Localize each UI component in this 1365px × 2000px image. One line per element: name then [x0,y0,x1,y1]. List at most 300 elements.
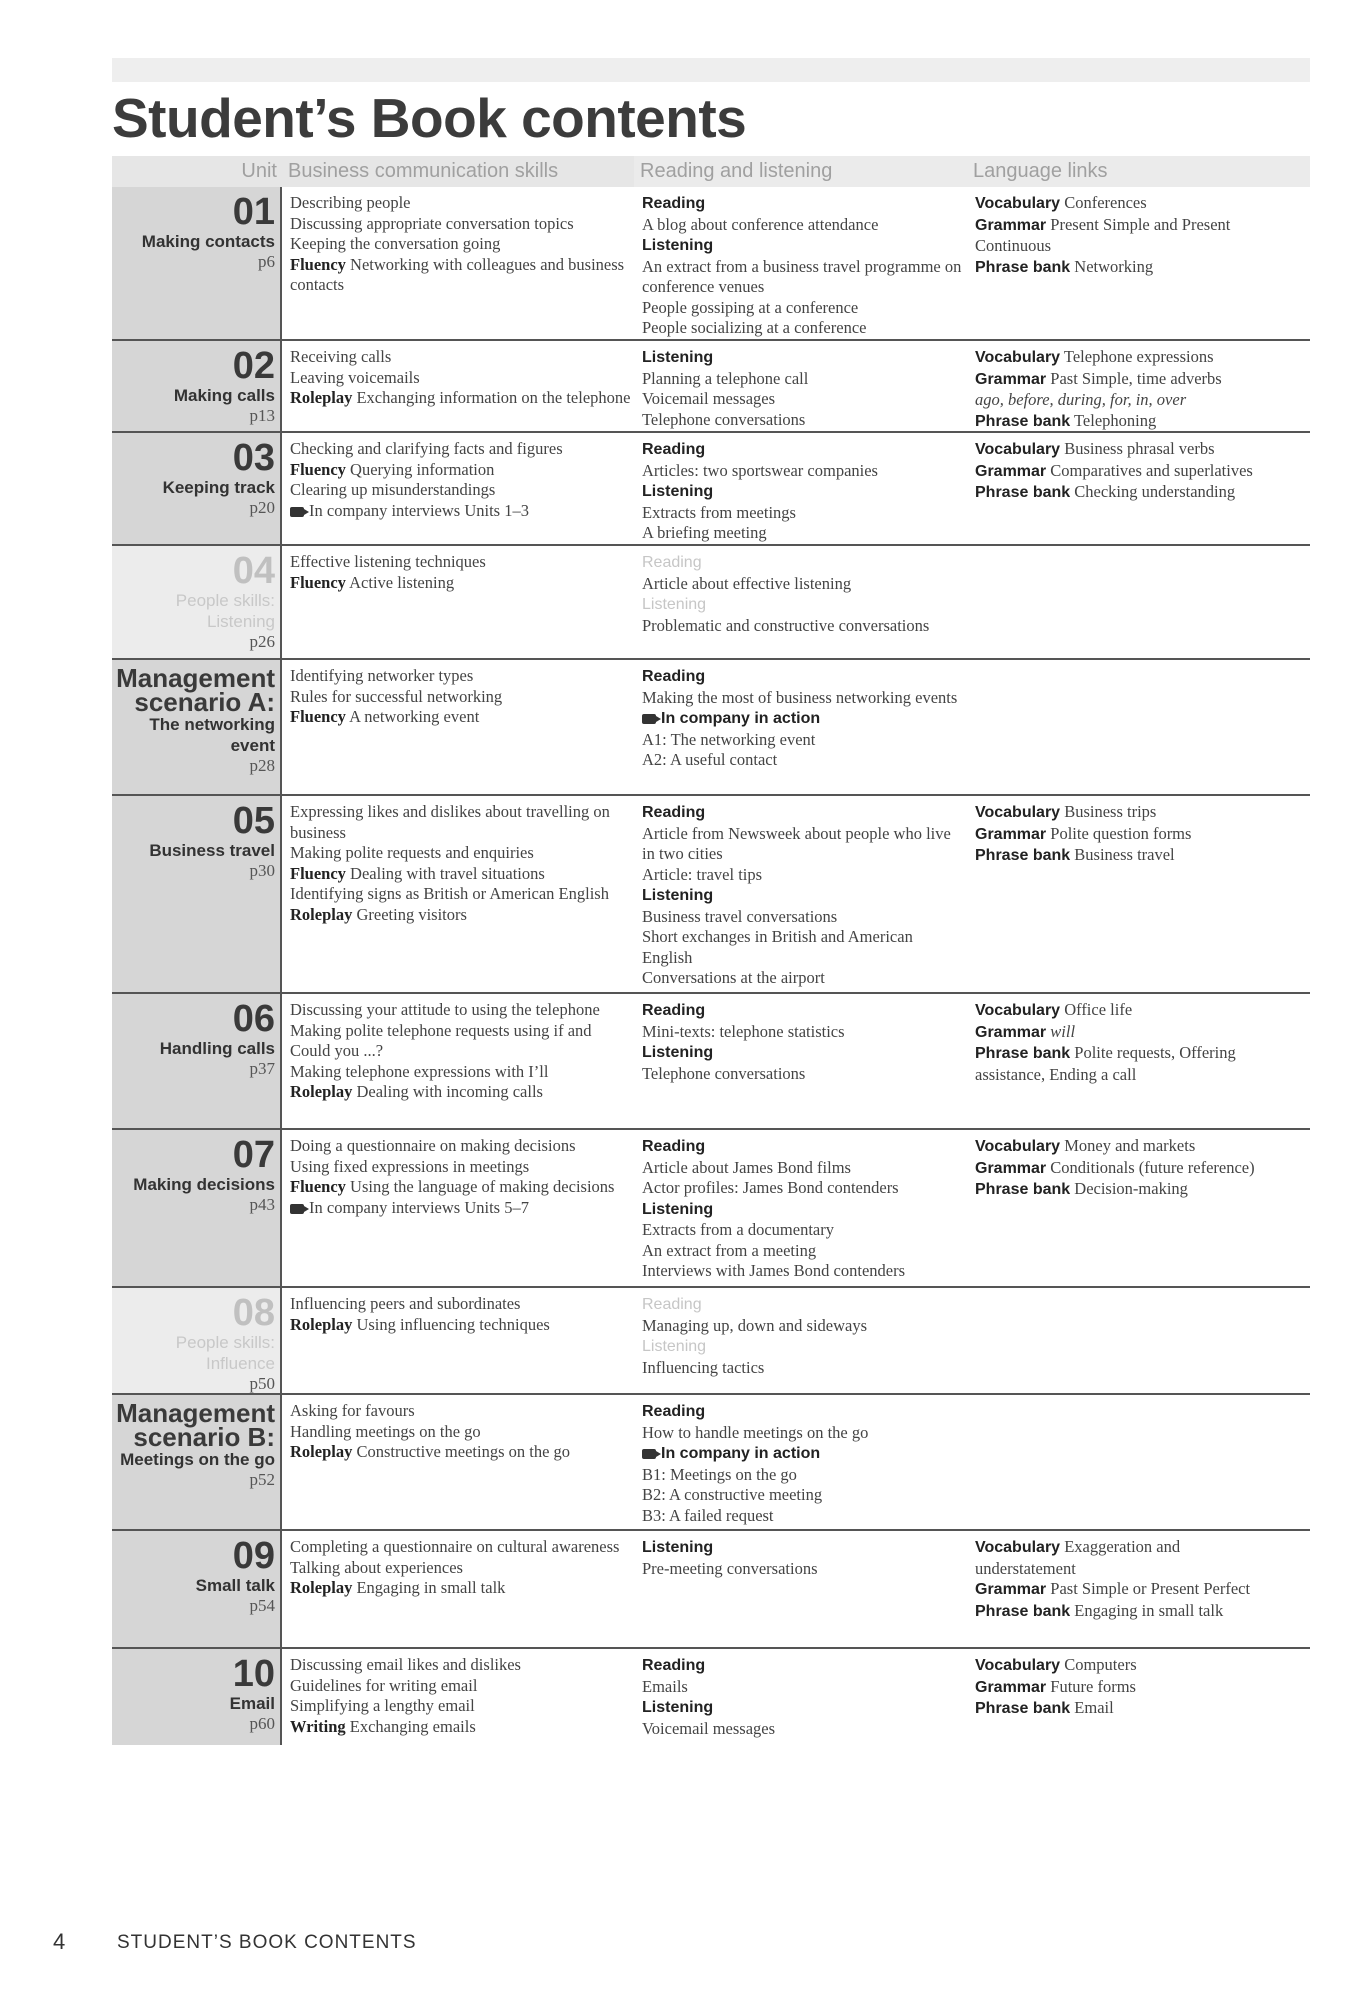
entry-text: Computers [1064,1655,1137,1674]
unit-row [112,796,1310,994]
entry-text: Comparatives and superlatives [1050,460,1253,480]
entry-heading: Listening [642,1044,714,1061]
reading-listening-cell [642,660,967,771]
entry-line [642,1677,967,1698]
entry-text: B2: A constructive meeting [642,1485,823,1504]
entry-text: Discussing email likes and dislikes [290,1655,521,1674]
unit-page: p28 [249,756,275,775]
entry-text: Constructive meetings on the go [356,1442,571,1461]
entry-line [642,865,967,886]
entry-heading: Grammar [975,1023,1047,1041]
entry-heading: Listening [642,1338,707,1355]
unit-name: Handling calls [159,1039,275,1058]
entry-line [642,708,967,730]
entry-line [290,1021,632,1062]
table-header [112,156,1310,187]
entry-line [290,552,632,573]
entry-line [642,1261,967,1282]
entry-text: Actor profiles: James Bond contenders [642,1178,899,1197]
unit-row [112,1288,1310,1395]
entry-heading: Reading [642,554,702,571]
entry-line [290,707,632,728]
unit-name: Keeping track [162,478,275,497]
entry-line [642,907,967,928]
entry-text: Telephone conversations [642,1063,806,1083]
entry-text: Dealing with incoming calls [356,1082,543,1101]
entry-heading: Listening [642,1200,714,1218]
entry-line [290,1000,632,1021]
entry-line [975,1698,1275,1720]
entry-heading: Listening [642,483,714,500]
entry-line [642,1401,967,1423]
entry-heading: Vocabulary [975,1539,1061,1556]
unit-row [112,1130,1310,1288]
unit-number: Management scenario B: [116,1398,275,1452]
entry-line [642,1064,967,1085]
unit-page: p52 [249,1470,275,1489]
entry-line [642,1022,967,1043]
language-links-cell [975,1130,1275,1201]
entry-line [975,1179,1275,1201]
entry-line [642,461,967,482]
unit-name: Making calls [173,386,275,405]
entry-text: Business phrasal verbs [1064,439,1215,458]
unit-cell [112,1649,282,1745]
entry-line [642,885,967,907]
unit-cell [112,341,282,431]
unit-page: p60 [249,1714,275,1733]
business-skills-cell [290,796,632,925]
unit-name: The networking event [149,715,275,755]
entry-line [975,1579,1275,1601]
entry-text: Simplifying a lengthy email [290,1696,475,1715]
entry-text: Article about James Bond films [642,1157,851,1177]
unit-cell [112,187,282,339]
unit-name: Small talk [195,1576,275,1595]
entry-line [975,1022,1275,1044]
entry-line [642,257,967,298]
entry-keyword: Roleplay [290,1578,353,1597]
unit-page: p50 [249,1374,275,1393]
entry-keyword: Roleplay [290,1442,353,1461]
entry-text: Influencing peers and subordinates [290,1294,521,1313]
entry-text: Discussing appropriate conversation topics [290,213,574,233]
unit-name: Business travel [149,841,275,860]
entry-text: Email [1074,1698,1114,1717]
entry-text: A briefing meeting [642,523,767,542]
entry-line [290,1062,632,1083]
entry-heading: Reading [642,1002,706,1019]
entry-heading: Phrase bank [975,1045,1071,1062]
language-links-cell [975,660,1275,666]
unit-name: Making contacts [141,232,275,251]
entry-text: People socializing at a conference [642,318,867,337]
language-links-cell [975,1531,1275,1622]
entry-line [290,1537,632,1558]
reading-listening-cell [642,187,967,339]
entry-heading: Phrase bank [975,412,1071,430]
business-skills-cell [290,1130,632,1218]
entry-heading: Vocabulary [975,1002,1061,1019]
entry-text: Conversations at the airport [642,968,825,987]
entry-text: Describing people [290,193,411,212]
entry-text: Planning a telephone call [642,368,809,388]
unit-page: p43 [249,1195,275,1214]
entry-line [290,388,632,409]
entry-line [975,439,1275,461]
entry-text: Greeting visitors [356,904,467,924]
unit-cell [112,1288,282,1393]
entry-line [642,968,967,989]
entry-line [642,347,967,369]
unit-row [112,1649,1310,1745]
entry-heading: Grammar [975,216,1047,234]
entry-text: Past Simple or Present Perfect [1050,1579,1251,1598]
entry-line [975,347,1275,369]
entry-line [290,1442,632,1463]
entry-line [975,1043,1275,1085]
entry-line [290,1082,632,1103]
unit-number: 02 [232,345,275,387]
header-language-links: Language links [967,156,1310,187]
entry-line [642,1042,967,1064]
entry-text: Checking and clarifying facts and figures [290,439,563,458]
entry-text: will [1050,1021,1076,1041]
entry-text: Articles: two sportswear companies [642,460,878,480]
entry-line [642,688,967,709]
entry-keyword: Fluency [290,1177,346,1196]
unit-row [112,1531,1310,1649]
entry-text: Extracts from meetings [642,502,796,522]
unit-number: 03 [232,437,275,479]
entry-text: Article from Newsweek about people who live in two cities [642,823,951,863]
entry-heading: Grammar [975,1678,1047,1696]
entry-heading: Phrase bank [975,1700,1071,1717]
entry-line [642,1000,967,1022]
entry-line [290,1696,632,1717]
entry-text: An extract from a business travel programme on conference venues [642,256,962,296]
entry-text: Problematic and constructive conversations [642,615,930,635]
entry-line [642,1485,967,1506]
page-title: Student’s Book contents [112,87,747,149]
entry-text: Expressing likes and dislikes about travelling on business [290,802,610,842]
entry-line [290,864,632,885]
reading-listening-cell [642,1531,967,1579]
footer-label: STUDENT’S BOOK CONTENTS [117,1932,417,1953]
entry-text: Using influencing techniques [356,1314,550,1334]
entry-line [642,1358,967,1379]
entry-heading: Reading [642,195,706,212]
entry-heading: Vocabulary [975,441,1061,458]
business-skills-cell [290,1395,632,1463]
business-skills-cell [290,341,632,409]
unit-cell [112,1395,282,1529]
entry-heading: Phrase bank [975,1602,1071,1620]
entry-line [642,215,967,236]
unit-cell [112,1531,282,1647]
entry-line [642,666,967,688]
unit-name: Email [229,1694,275,1713]
entry-line [975,802,1275,824]
unit-page: p30 [249,861,275,880]
entry-heading: Listening [642,596,707,613]
language-links-cell [975,433,1275,504]
entry-text: An extract from a meeting [642,1240,817,1260]
unit-name: People skills: Influence [175,1333,275,1373]
entry-line [642,1423,967,1444]
entry-text: In company interviews Units 5–7 [309,1197,529,1217]
entry-line [975,482,1275,504]
entry-heading: Reading [642,1296,702,1313]
entry-text: Engaging in small talk [356,1578,506,1597]
unit-number: 05 [232,800,275,842]
entry-text: Present Simple and Present Continuous [975,214,1231,255]
entry-line [290,1136,632,1157]
reading-listening-cell [642,796,967,989]
entry-text: Mini-texts: telephone statistics [642,1021,845,1041]
entry-heading: Grammar [975,825,1047,843]
entry-line [975,257,1275,279]
entry-text: Making telephone expressions with I’ll [290,1061,549,1081]
entry-text: Querying information [350,459,495,479]
entry-line [642,574,967,595]
entry-line [290,905,632,926]
entry-line [975,1000,1275,1022]
unit-cell [112,994,282,1128]
top-band [112,58,1310,82]
entry-text: Business travel [1074,845,1175,864]
entry-text: Identifying networker types [290,666,474,685]
entry-text: Telephone conversations [642,409,806,429]
unit-page: p6 [258,252,275,271]
entry-line [642,1443,967,1465]
reading-listening-cell [642,433,967,544]
entry-line [290,843,632,864]
entry-heading: Reading [642,1403,706,1420]
business-skills-cell [290,660,632,728]
unit-number: 07 [232,1134,275,1176]
unit-row [112,994,1310,1130]
entry-text: Managing up, down and sideways [642,1315,868,1335]
entry-text: Completing a questionnaire on cultural awareness [290,1537,620,1556]
entry-text: Active listening [349,572,455,592]
entry-keyword: Fluency [290,863,346,883]
unit-number: 08 [232,1292,275,1334]
entry-text: Dealing with travel situations [350,863,545,883]
entry-line [642,1136,967,1158]
entry-text: Telephone expressions [1063,347,1214,366]
entry-text: Talking about experiences [290,1557,463,1577]
reading-listening-cell [642,341,967,430]
unit-row [112,187,1310,341]
entry-text: Conferences [1064,193,1147,212]
entry-line [642,824,967,865]
language-links-cell [975,1288,1275,1294]
entry-text: Making polite telephone requests using if and Could you ...? [290,1020,592,1060]
entry-line [642,503,967,524]
unit-number: 09 [232,1535,275,1577]
entry-line [290,687,632,708]
entry-line [642,802,967,824]
entry-line [290,1422,632,1443]
entry-heading: Reading [642,1138,706,1155]
entry-text: Asking for favours [290,1401,415,1420]
entry-text: A blog about conference attendance [642,214,879,234]
entry-text: Short exchanges in British and American English [642,927,913,967]
entry-line [642,523,967,544]
entry-heading: Phrase bank [975,847,1071,864]
unit-row [112,1395,1310,1531]
entry-line [642,439,967,461]
unit-row [112,341,1310,433]
entry-line [642,1559,967,1580]
entry-line [642,1199,967,1221]
entry-heading: Reading [642,668,706,685]
entry-keyword: Roleplay [290,1082,353,1101]
entry-text: Future forms [1050,1676,1136,1696]
unit-number: 04 [232,550,275,592]
entry-line [642,927,967,968]
business-skills-cell [290,433,632,521]
entry-text: A networking event [349,707,480,726]
entry-line [642,235,967,257]
reading-listening-cell [642,1649,967,1739]
entry-text: People gossiping at a conference [642,297,859,317]
unit-cell [112,660,282,794]
unit-page: p20 [249,498,275,517]
business-skills-cell [290,546,632,593]
entry-heading: Grammar [975,370,1047,388]
entry-keyword: Fluency [290,254,346,274]
page-number: 4 [53,1929,66,1954]
entry-line [975,1655,1275,1677]
entry-heading: Listening [642,1539,714,1556]
unit-page: p37 [249,1059,275,1078]
entry-text: Networking [1074,256,1154,276]
entry-text: Handling meetings on the go [290,1421,481,1441]
entry-heading: Phrase bank [975,258,1071,276]
entry-keyword: Writing [290,1716,346,1736]
entry-heading: Reading [642,441,706,458]
unit-page: p13 [249,406,275,425]
header-unit: Unit [112,156,282,187]
entry-text: Article: travel tips [642,864,763,884]
entry-text: Business travel conversations [642,906,838,926]
entry-text: Decision-making [1074,1179,1188,1198]
entry-text: Exchanging information on the telephone [356,388,631,407]
business-skills-cell [290,1288,632,1335]
entry-heading: Reading [642,804,706,821]
entry-line [290,1157,632,1178]
entry-text: Influencing tactics [642,1357,765,1377]
entry-heading: Vocabulary [975,1138,1061,1155]
entry-text: Clearing up misunderstandings [290,480,496,499]
entry-text: Office life [1064,1000,1133,1019]
business-skills-cell [290,1531,632,1599]
video-icon [642,714,656,724]
entry-text: Effective listening techniques [290,552,486,571]
entry-line [290,347,632,368]
language-links-cell [975,546,1275,552]
entry-text: Extracts from a documentary [642,1220,834,1239]
entry-text: Exaggeration and understatement [975,1537,1181,1578]
entry-line [642,193,967,215]
entry-heading: Grammar [975,1159,1047,1177]
entry-text: Engaging in small talk [1074,1600,1224,1620]
unit-name: Meetings on the go [120,1450,275,1469]
entry-keyword: Roleplay [290,388,353,407]
entry-line [642,594,967,616]
entry-text: Networking with colleagues and business contacts [290,254,625,294]
entry-line [290,1578,632,1599]
contents-table [112,187,1310,1745]
entry-line [290,439,632,460]
entry-text: A2: A useful contact [642,750,778,769]
entry-line [975,369,1275,391]
entry-line [975,845,1275,867]
entry-line [642,1465,967,1486]
language-links-cell [975,796,1275,867]
unit-number: 10 [232,1653,275,1695]
entry-heading: Vocabulary [975,804,1061,821]
entry-keyword: Roleplay [290,1314,353,1334]
unit-cell [112,546,282,658]
entry-line [642,616,967,637]
entry-text: Past Simple, time adverbs [1050,368,1222,388]
entry-line [642,1294,967,1316]
video-icon [290,1204,304,1214]
entry-heading: Vocabulary [975,1657,1061,1674]
entry-text: Discussing your attitude to using the telephone [290,1000,600,1019]
entry-keyword: Fluency [290,707,346,726]
entry-line [642,369,967,390]
entry-line [975,1158,1275,1180]
unit-row [112,433,1310,546]
entry-text: Receiving calls [290,347,392,366]
entry-line [290,460,632,481]
entry-line [975,390,1275,411]
entry-text: Interviews with James Bond contenders [642,1261,906,1280]
entry-line [290,501,632,522]
language-links-cell [975,1649,1275,1720]
entry-line [290,1401,632,1422]
entry-heading: Listening [642,1699,714,1716]
entry-text: Money and markets [1064,1136,1196,1155]
entry-heading: Listening [642,349,714,366]
entry-text: Exchanging emails [349,1716,476,1736]
unit-cell [112,1130,282,1286]
entry-line [975,824,1275,846]
entry-heading: Vocabulary [975,349,1061,366]
entry-line [290,1315,632,1336]
entry-text: Polite requests, Offering assistance, Ending a call [975,1043,1236,1084]
entry-line [975,461,1275,483]
entry-line [975,411,1275,433]
unit-number: 06 [232,998,275,1040]
entry-heading: Vocabulary [975,195,1061,212]
entry-heading: In company in action [661,710,821,727]
entry-text: Business trips [1064,802,1157,821]
entry-text: Leaving voicemails [290,367,420,387]
entry-text: Checking understanding [1074,482,1236,501]
entry-line [290,1676,632,1697]
entry-line [642,410,967,431]
entry-text: How to handle meetings on the go [642,1422,869,1442]
business-skills-cell [290,187,632,296]
entry-line [290,214,632,235]
entry-text: Identifying signs as British or American English [290,884,609,903]
entry-line [975,1136,1275,1158]
